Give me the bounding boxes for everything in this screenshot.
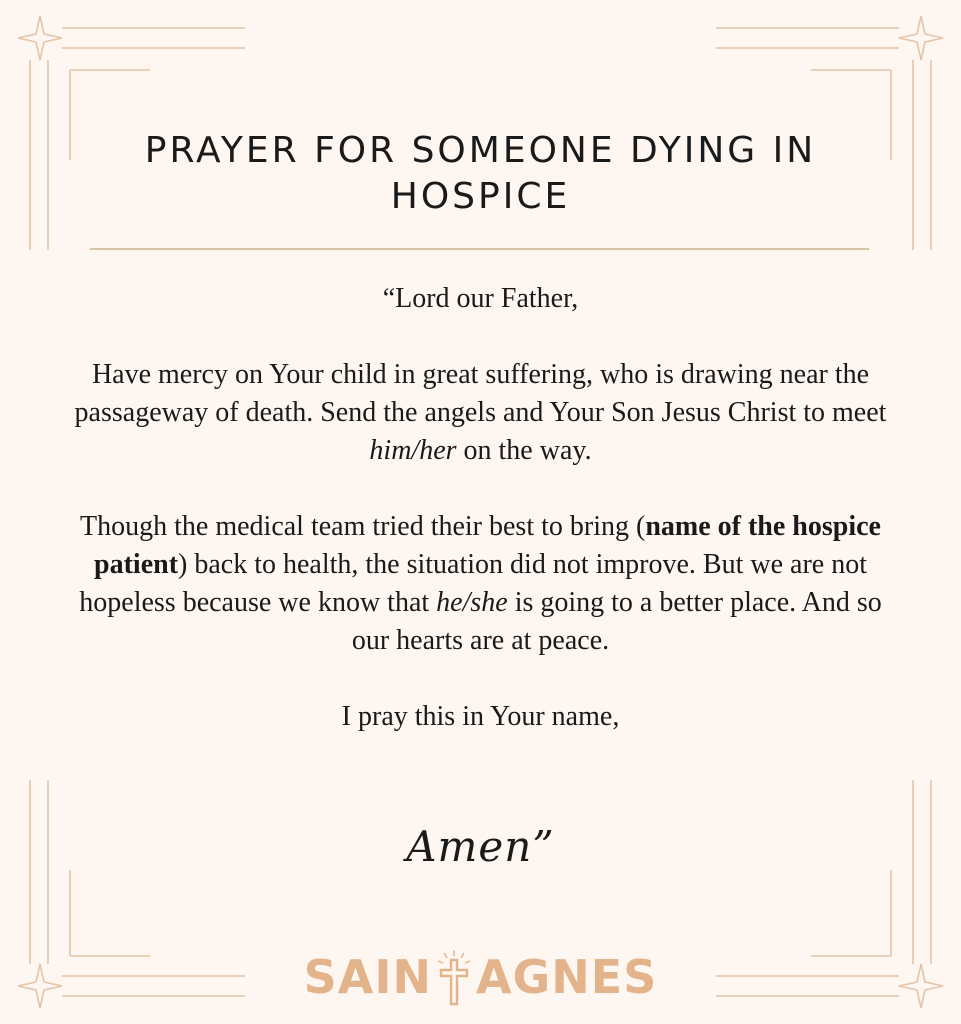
paragraph-mercy-text: Have mercy on Your child in great suffering, who is drawing near the passageway of death. Send the angels and Your Son Jesus Christ to meet (74, 359, 887, 428)
title-divider (90, 248, 869, 250)
paragraph-mercy (60, 356, 901, 470)
patient-name-placeholder: name of the hospice patient (94, 511, 881, 580)
paragraph-medical-end: is going to a better place. And so our hearts are at peace. (351, 587, 882, 656)
prayer-body (60, 280, 901, 736)
paragraph-medical-middle: ) back to health, the situation did not improve. But we are not hopeless because we know that (79, 549, 867, 618)
prayer-title: PRAYER FOR SOMEONE DYING IN HOSPICE (144, 130, 817, 217)
amen-signature: Amen” (406, 822, 555, 871)
paragraph-medical-text: Though the medical team tried their best to bring ( (80, 511, 646, 542)
pronoun-he-she: he/she (436, 587, 508, 618)
cross-icon (434, 948, 474, 1006)
paragraph-medical-team (60, 508, 901, 660)
closing-line: I pray this in Your name, (341, 701, 620, 732)
salutation: “Lord our Father, (382, 283, 579, 314)
logo-text-right: AGNES (475, 950, 658, 1004)
saint-agnes-logo (300, 945, 661, 1009)
pronoun-him-her: him/her (369, 435, 457, 466)
paragraph-mercy-end: on the way. (456, 435, 592, 466)
logo-text-left: SAIN (303, 950, 432, 1004)
